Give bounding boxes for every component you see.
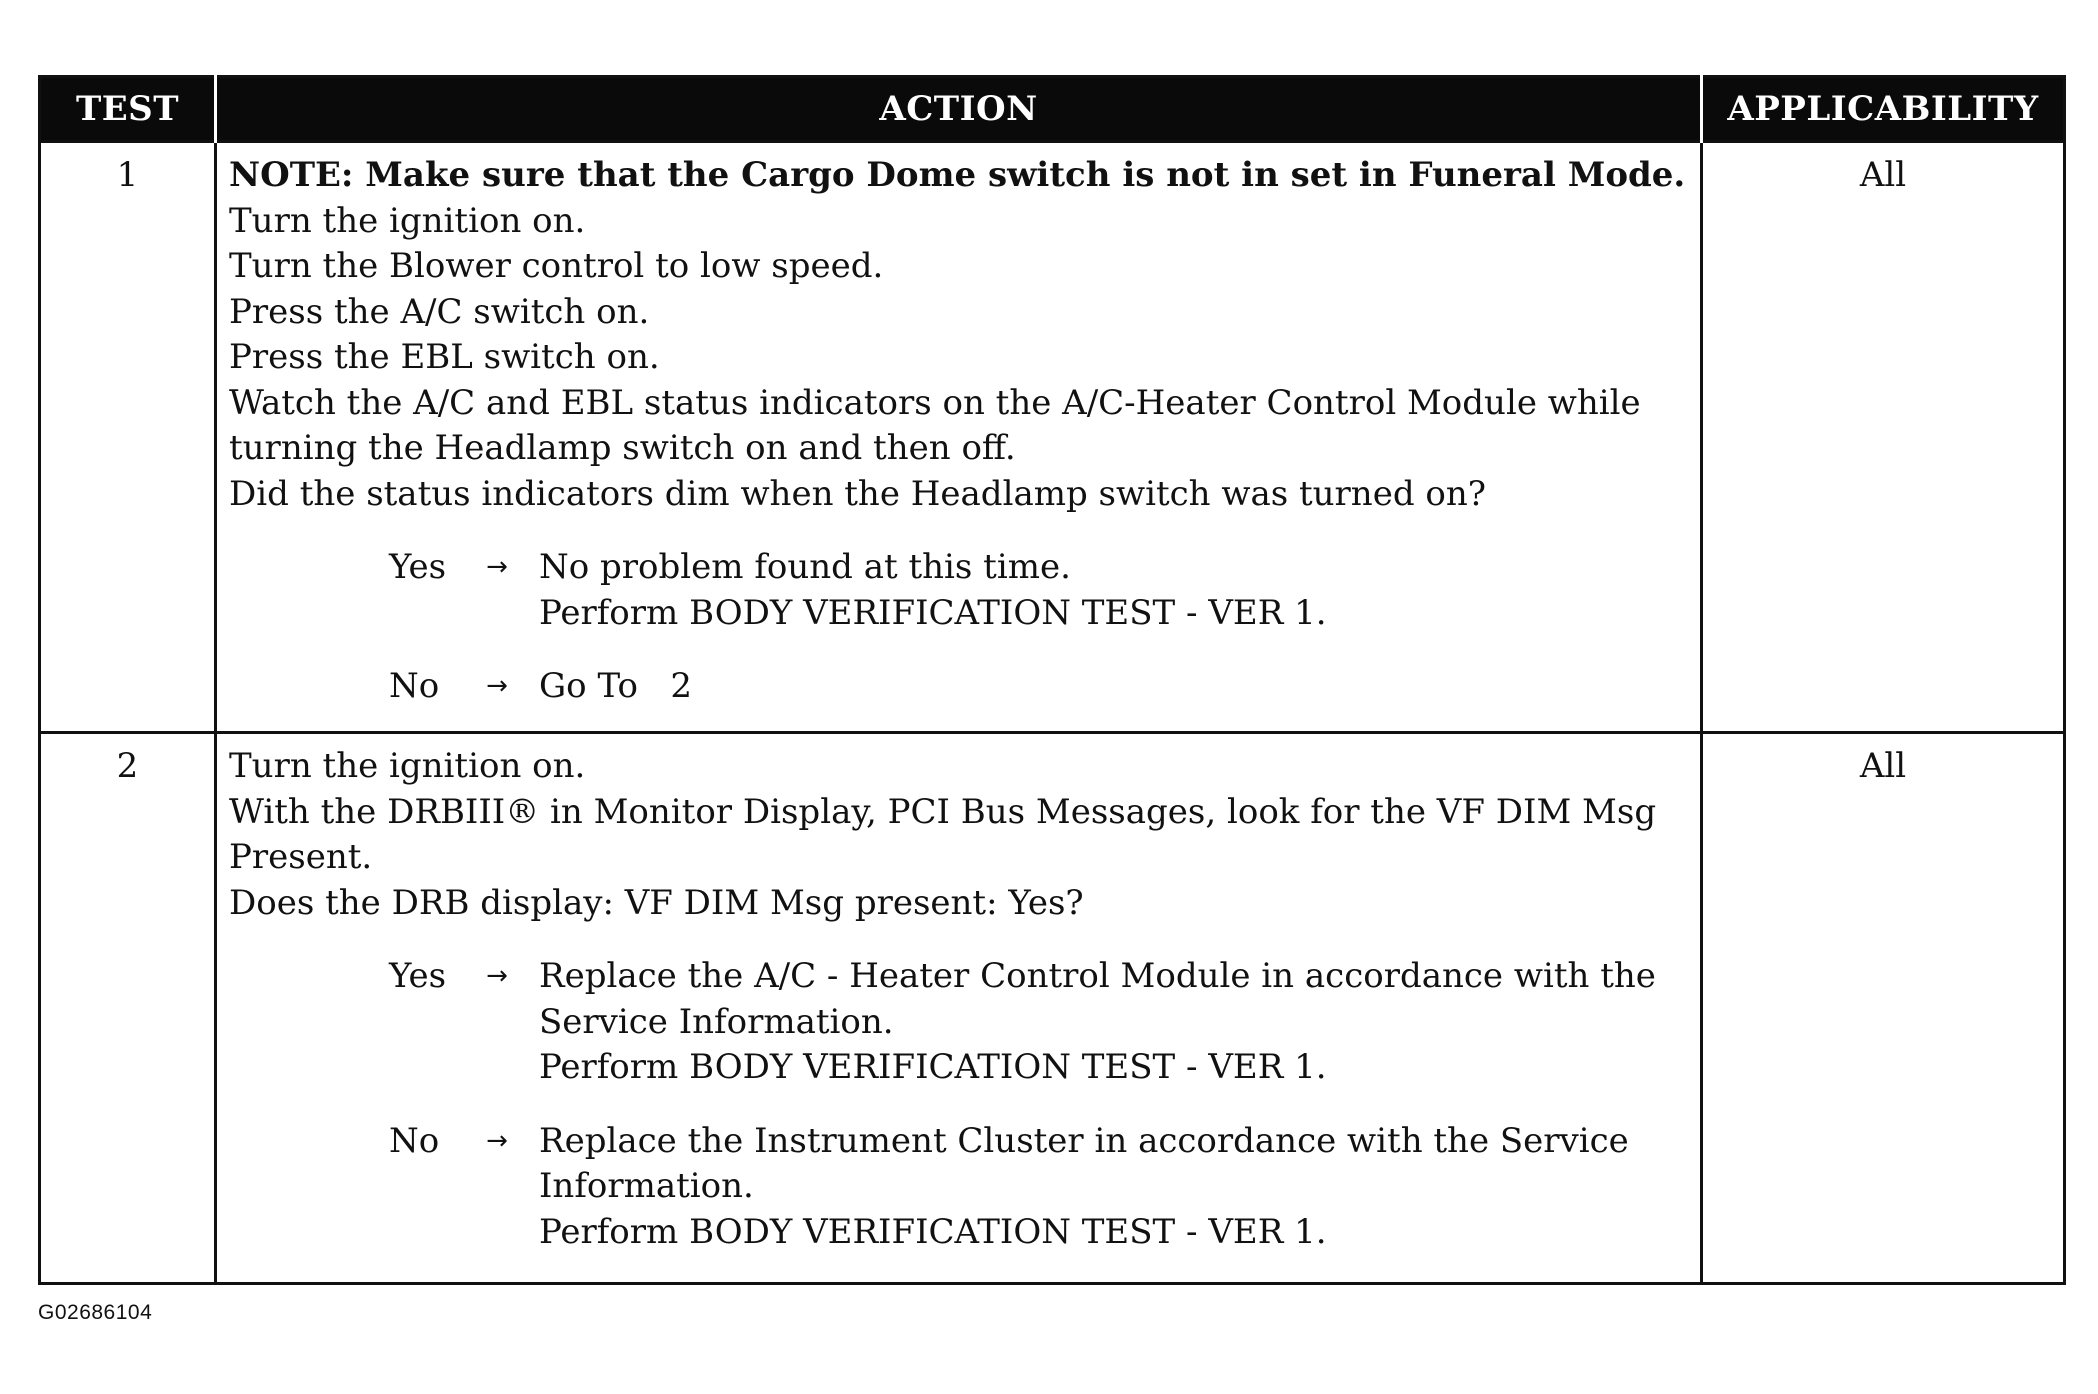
result-line: Replace the Instrument Cluster in accordance with the Service Information.	[539, 1120, 1629, 1206]
yes-result	[539, 545, 1690, 636]
yes-label: Yes	[389, 956, 447, 996]
arrow-icon: →	[486, 671, 508, 701]
arrow-icon: →	[486, 552, 508, 582]
applicability-value: All	[1702, 733, 2065, 1284]
test-number: 1	[40, 142, 216, 733]
table-row	[40, 733, 2065, 1284]
result-line: Perform BODY VERIFICATION TEST - VER 1.	[539, 592, 1327, 633]
no-branch	[389, 1119, 1690, 1256]
result-line: Replace the A/C - Heater Control Module in accordance with the Service Information.	[539, 956, 1656, 1042]
step-text: Turn the Blower control to low speed.	[229, 246, 884, 286]
no-result	[539, 664, 1690, 710]
note-text: NOTE: Make sure that the Cargo Dome switch is not in set in Funeral Mode.	[229, 155, 1686, 195]
figure-id: G02686104	[38, 1301, 153, 1324]
table-row	[40, 142, 2065, 733]
step-text: Did the status indicators dim when the Headlamp switch was turned on?	[229, 473, 1486, 514]
applicability-value: All	[1702, 142, 2065, 733]
header-action: ACTION	[216, 77, 1702, 142]
arrow-icon: →	[486, 961, 508, 991]
test-number: 2	[40, 733, 216, 1284]
step-text: Turn the ignition on.	[229, 746, 586, 786]
yes-branch	[389, 954, 1690, 1091]
no-result	[539, 1119, 1690, 1256]
yes-result	[539, 954, 1690, 1091]
step-text: Turn the ignition on.	[229, 200, 586, 241]
result-line: Perform BODY VERIFICATION TEST - VER 1.	[539, 1211, 1327, 1252]
action-cell	[216, 142, 1702, 733]
no-label: No	[389, 666, 440, 706]
yes-label: Yes	[389, 547, 447, 587]
arrow-icon: →	[486, 1125, 508, 1156]
yes-branch	[389, 545, 1690, 636]
step-text: Press the EBL switch on.	[229, 337, 660, 377]
step-text: With the DRBIII® in Monitor Display, PCI Bus Messages, look for the VF DIM Msg Present.	[229, 791, 1657, 877]
result-line: No problem found at this time.	[539, 547, 1071, 587]
step-text: Press the A/C switch on.	[229, 291, 650, 332]
header-applicability: APPLICABILITY	[1702, 77, 2065, 142]
result-line: Perform BODY VERIFICATION TEST - VER 1.	[539, 1047, 1327, 1087]
action-cell	[216, 733, 1702, 1284]
step-text: Does the DRB display: VF DIM Msg present: Yes?	[229, 882, 1084, 923]
no-label: No	[389, 1120, 440, 1161]
step-text: Watch the A/C and EBL status indicators on the A/C-Heater Control Module while turning the Headlamp switch on and then off.	[229, 382, 1641, 468]
diagnostic-test-table	[38, 75, 2066, 1285]
result-line: Go To 2	[539, 666, 692, 706]
no-branch	[389, 664, 1690, 710]
header-test: TEST	[40, 77, 216, 142]
table-header-row	[40, 77, 2065, 142]
